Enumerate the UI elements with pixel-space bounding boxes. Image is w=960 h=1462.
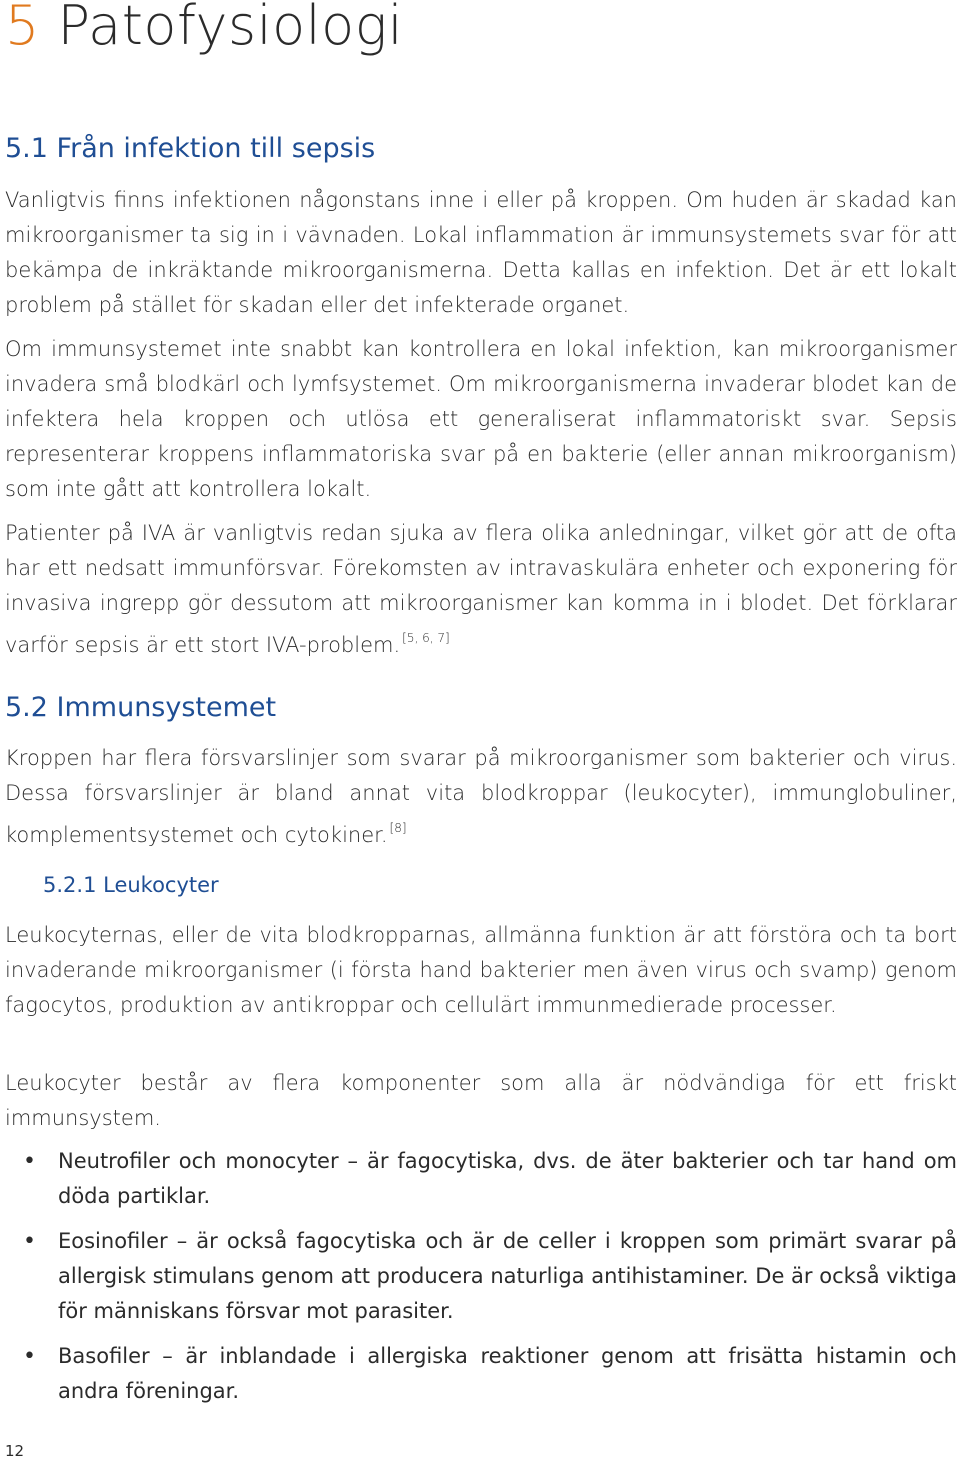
s521-paragraph-1: Leukocyternas, eller de vita blodkropparnas, allmänna funktion är att förstöra och ta bort invaderande mikroorganismer (i första hand bakterier men även virus och svamp) genom fagocytos, produktion av antikroppar och cellulärt immunmedierade processer. [5, 923, 957, 1017]
chapter-title [5, 0, 403, 57]
s52-paragraph-1-text: Kroppen har flera försvarslinjer som svarar på mikroorganismer som bakterier och virus. Dessa försvarslinjer är bland annat vita blodkroppar (leukocyter), immunglobuliner, komplementsystemet och cytokiner. [5, 746, 957, 847]
reference-8: [8] [389, 821, 407, 835]
s51-paragraph-1: Vanligtvis finns infektionen någonstans inne i eller på kroppen. Om huden är skadad kan mikroorganismer ta sig in i vävnaden. Lokal inflammation är immunsystemets svar för att bekämpa de inkräktande mikroorganismerna. Detta kallas en infektion. Det är ett lokalt problem på stället för skadan eller det infekterade organet. [5, 188, 957, 317]
s51-paragraph-3-text: Patienter på IVA är vanligtvis redan sjuka av flera olika anledningar, vilket gör att de ofta har ett nedsatt immunförsvar. Förekomsten av intravaskulära enheter och exponering för invasiva ingrepp gör dessutom att mikroorganismer kan komma in i blodet. Det förklarar varför sepsis är ett stort IVA-problem. [5, 521, 957, 657]
bullet-icon: • [23, 1149, 36, 1174]
list-item [5, 1144, 957, 1214]
section-5-2-heading: 5.2 Immunsystemet [5, 692, 277, 723]
s51-paragraph-2: Om immunsystemet inte snabbt kan kontrollera en lokal infektion, kan mikroorganismer invadera små blodkärl och lymfsystemet. Om mikroorganismerna invaderar blodet kan de infektera hela kroppen och utlösa ett generaliserat inflammatoriskt svar. Sepsis representerar kroppens inflammatoriska svar på en bakterie (eller annan mikroorganism) som inte gått att kontrollera lokalt. [5, 337, 957, 501]
bullet-icon: • [23, 1344, 36, 1369]
s51-paragraph-3 [5, 516, 957, 663]
leukocyte-list [5, 1144, 957, 1419]
chapter-number: 5 [5, 0, 40, 57]
s521-paragraph-2: Leukocyter består av flera komponenter som alla är nödvändiga för ett friskt immunsystem. [5, 1071, 957, 1130]
list-item-text: Basofiler – är inblandade i allergiska reaktioner genom att frisätta histamin och andra föreningar. [58, 1344, 957, 1403]
list-item-text: Neutrofiler och monocyter – är fagocytiska, dvs. de äter bakterier och tar hand om döda partiklar. [58, 1149, 957, 1208]
list-item [5, 1224, 957, 1329]
section-5-2-1-heading: 5.2.1 Leukocyter [43, 873, 219, 897]
list-item-text: Eosinofiler – är också fagocytiska och är de celler i kroppen som primärt svarar på allergisk stimulans genom att producera naturliga antihistaminer. De är också viktiga för människans försvar mot parasiter. [58, 1229, 957, 1323]
list-item [5, 1339, 957, 1409]
s52-paragraph-1 [5, 741, 957, 853]
section-5-1-heading: 5.1 Från infektion till sepsis [5, 133, 376, 164]
reference-5-6-7: [5, 6, 7] [402, 631, 450, 645]
chapter-title-text: Patofysiologi [57, 0, 404, 57]
page-number: 12 [5, 1442, 25, 1460]
bullet-icon: • [23, 1229, 36, 1254]
